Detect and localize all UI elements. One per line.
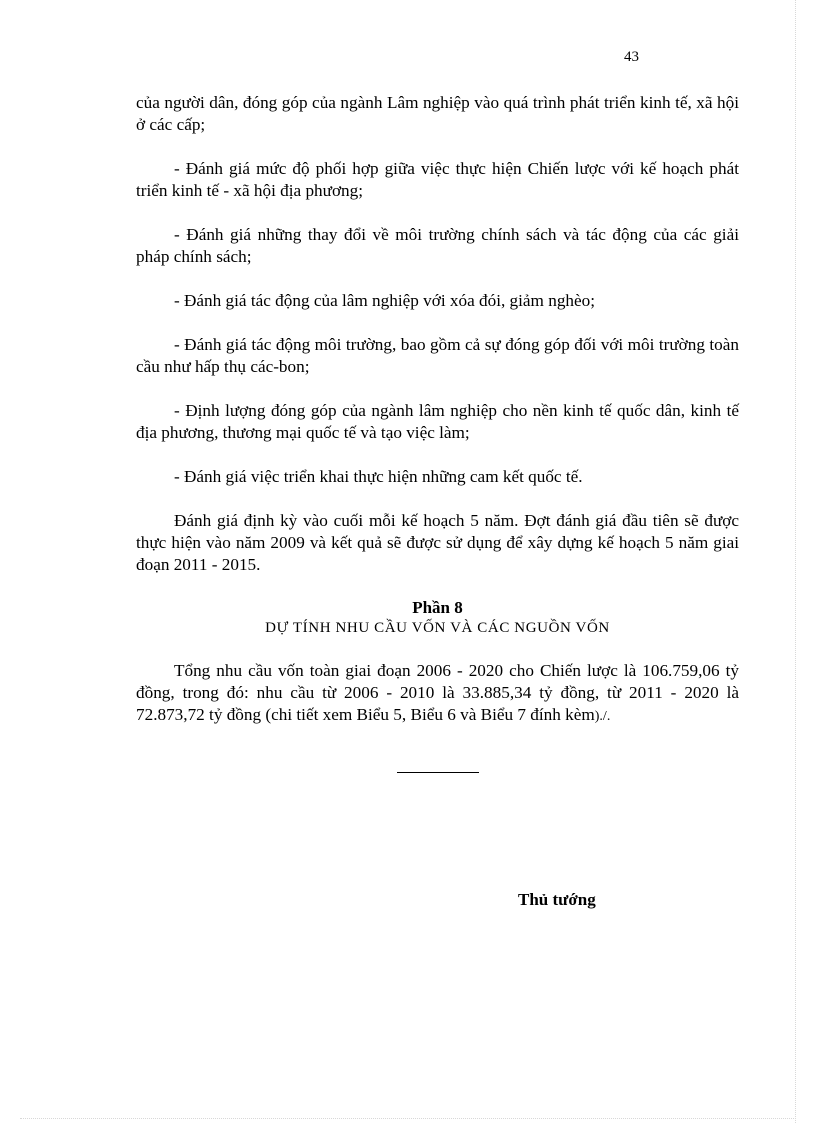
list-item-international-commitments: - Đánh giá việc triển khai thực hiện những cam kết quốc tế. [174,467,583,486]
page-right-rule [795,0,796,1123]
page-number: 43 [624,49,639,65]
end-divider [397,772,479,773]
list-item-coordination: - Đánh giá mức độ phối hợp giữa việc thực hiện Chiến lược với kế hoạch phát triển kinh tế - xã hội địa phương; [136,159,739,200]
list-item-environmental-impact: - Đánh giá tác động môi trường, bao gồm cả sự đóng góp đối với môi trường toàn cầu như hấp thụ các-bon; [136,335,739,376]
page-bottom-rule [20,1118,796,1119]
document-body [136,92,739,750]
capital-needs-text: Tổng nhu cầu vốn toàn giai đoạn 2006 - 2020 cho Chiến lược là 106.759,06 tỷ đồng, trong đó: nhu cầu từ 2006 - 2010 là 33.885,34 tỷ đồng, từ 2011 - 2020 là 72.873,72 tỷ đồng (chi tiết xem Biểu 5, Biểu 6 và Biểu 7 đính kèm [136,661,739,724]
closing-mark: )./. [594,709,611,724]
signature-label: Thủ tướng [518,890,596,909]
section-title: Phần 8 [412,598,463,617]
paragraph-capital-needs [136,660,739,728]
paragraph-continuation: của người dân, đóng góp của ngành Lâm nghiệp vào quá trình phát triển kinh tế, xã hội ở các cấp; [136,93,739,134]
section-subtitle: DỰ TÍNH NHU CẦU VỐN VÀ CÁC NGUỒN VỐN [265,620,610,636]
list-item-poverty-reduction: - Đánh giá tác động của lâm nghiệp với xóa đói, giảm nghèo; [174,291,596,310]
list-item-quantify-contribution: - Định lượng đóng góp của ngành lâm nghiệp cho nền kinh tế quốc dân, kinh tế địa phương, thương mại quốc tế và tạo việc làm; [136,401,739,442]
list-item-policy-environment: - Đánh giá những thay đổi về môi trường chính sách và tác động của các giải pháp chính sách; [136,225,739,266]
paragraph-periodic-evaluation: Đánh giá định kỳ vào cuối mỗi kế hoạch 5 năm. Đợt đánh giá đầu tiên sẽ được thực hiện vào năm 2009 và kết quả sẽ được sử dụng để xây dựng kế hoạch 5 năm giai đoạn 2011 - 2015. [136,511,739,574]
